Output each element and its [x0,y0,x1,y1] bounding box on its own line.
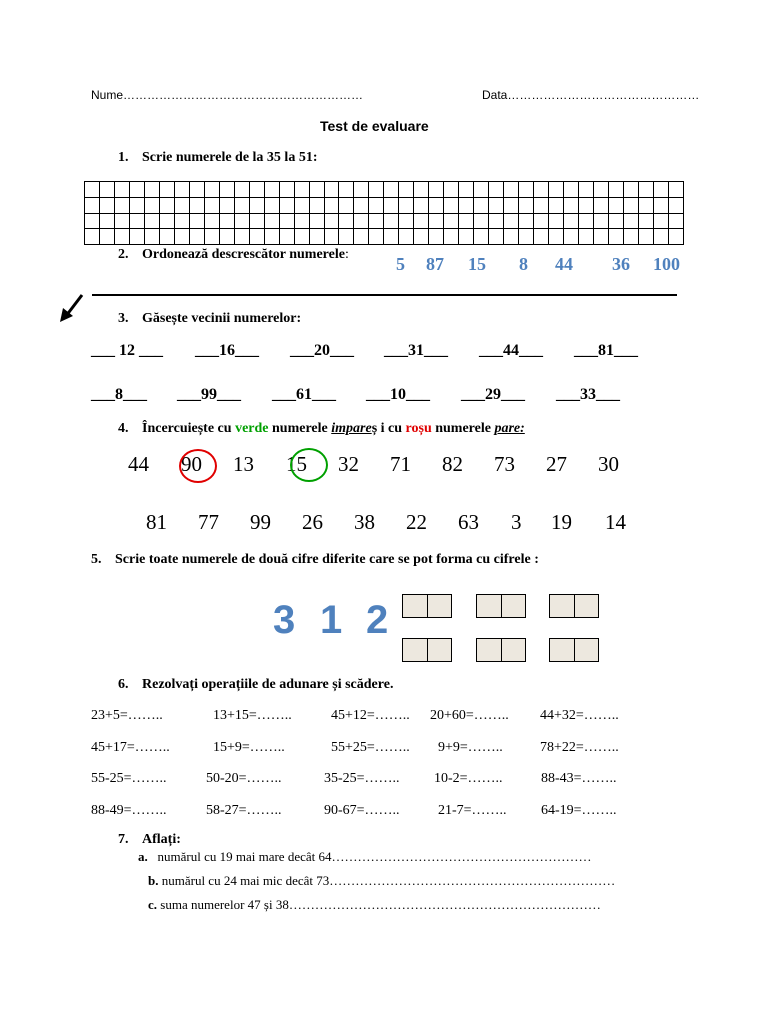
order-number: 8 [519,254,528,274]
grid-cell[interactable] [474,182,489,198]
grid-cell[interactable] [85,197,100,213]
question-number: 2. [118,247,129,262]
grid-cell[interactable] [534,182,549,198]
grid-cell[interactable] [339,182,354,198]
grid-cell[interactable] [608,197,623,213]
question-text: Scrie numerele de la 35 la 51: [142,150,318,165]
grid-cell[interactable] [564,182,579,198]
answer-box[interactable] [476,638,526,662]
grid-cell[interactable] [474,213,489,229]
grid-cell[interactable] [219,213,234,229]
grid-cell[interactable] [174,182,189,198]
grid-cell[interactable] [489,182,504,198]
grid-cell[interactable] [399,182,414,198]
grid-cell[interactable] [414,229,429,245]
grid-cell[interactable] [354,229,369,245]
grid-cell[interactable] [608,229,623,245]
grid-cell[interactable] [564,213,579,229]
grid-cell[interactable] [608,182,623,198]
grid-cell[interactable] [309,182,324,198]
grid-cell[interactable] [534,197,549,213]
grid-cell[interactable] [519,213,534,229]
grid-cell[interactable] [249,213,264,229]
grid-cell[interactable] [504,182,519,198]
operation: 45+17=…….. [91,740,170,755]
question-text: Aflați: [142,832,181,847]
question-4 [118,421,525,437]
task-label: b. [148,873,159,888]
grid-cell[interactable] [414,213,429,229]
number-item: 26 [302,510,323,534]
grid-row [85,197,684,213]
grid-cell[interactable] [174,229,189,245]
emphasis-impare: impare [331,421,372,436]
grid-cell[interactable] [309,229,324,245]
operation: 23+5=…….. [91,708,163,723]
grid-cell[interactable] [623,213,638,229]
number-item: 19 [551,510,572,534]
neighbor-item: ___44___ [479,342,543,359]
grid-cell[interactable] [414,197,429,213]
red-circle-mark [179,449,217,483]
grid-cell[interactable] [414,182,429,198]
neighbor-item: ___31___ [384,342,448,359]
grid-cell[interactable] [249,197,264,213]
question-5 [91,552,539,568]
operation: 35-25=…….. [324,771,400,786]
grid-cell[interactable] [504,229,519,245]
grid-cell[interactable] [638,213,653,229]
grid-cell[interactable] [623,197,638,213]
grid-cell[interactable] [99,182,114,198]
grid-cell[interactable] [309,197,324,213]
grid-row [85,182,684,198]
grid-cell[interactable] [234,213,249,229]
grid-cell[interactable] [204,213,219,229]
neighbor-item: ___61___ [272,386,336,403]
neighbor-item: ___20___ [290,342,354,359]
grid-cell[interactable] [534,229,549,245]
grid-cell[interactable] [159,213,174,229]
arrow-down-left-icon [58,292,86,324]
operation: 15+9=…….. [213,740,285,755]
grid-cell[interactable] [504,213,519,229]
digit: 2 [366,598,389,642]
number-item: 15 [286,452,307,476]
task-item-b [148,873,615,889]
answer-box[interactable] [549,594,599,618]
grid-cell[interactable] [653,229,668,245]
grid-cell[interactable] [159,182,174,198]
grid-cell[interactable] [399,213,414,229]
grid-cell[interactable] [85,213,100,229]
neighbor-item: ___16___ [195,342,259,359]
grid-cell[interactable] [369,213,384,229]
neighbor-item: ___99___ [177,386,241,403]
question-text: numerele [268,421,332,436]
answer-box[interactable] [476,594,526,618]
question-2 [118,247,349,263]
question-6 [118,677,393,693]
task-item-c [148,897,601,913]
grid-cell[interactable] [189,229,204,245]
emphasis-pare: pare: [494,421,525,436]
grid-cell[interactable] [294,229,309,245]
grid-cell[interactable] [549,182,564,198]
grid-cell[interactable] [279,182,294,198]
grid-cell[interactable] [204,197,219,213]
grid-cell[interactable] [668,197,683,213]
number-item: 82 [442,452,463,476]
grid-cell[interactable] [638,197,653,213]
operation: 9+9=…….. [438,740,503,755]
grid-cell[interactable] [189,182,204,198]
grid-cell[interactable] [384,197,399,213]
grid-cell[interactable] [653,213,668,229]
order-number: 5 [396,254,405,274]
grid-cell[interactable] [474,197,489,213]
grid-cell[interactable] [489,229,504,245]
grid-cell[interactable] [219,197,234,213]
number-item: 14 [605,510,626,534]
question-number: 4. [118,421,129,436]
grid-cell[interactable] [623,182,638,198]
grid-row [85,229,684,245]
grid-cell[interactable] [384,182,399,198]
question-number: 7. [118,832,129,847]
task-item-a [138,849,592,865]
grid-cell[interactable] [504,197,519,213]
grid-cell[interactable] [369,229,384,245]
task-label: c. [148,897,158,912]
number-item: 30 [598,452,619,476]
neighbor-item: ___33___ [556,386,620,403]
operation: 78+22=…….. [540,740,619,755]
date-field: Data………………………………………… [482,88,700,102]
grid-cell[interactable] [264,182,279,198]
grid-cell[interactable] [429,213,444,229]
grid-cell[interactable] [384,229,399,245]
neighbor-item: ___29___ [461,386,525,403]
grid-cell[interactable] [668,229,683,245]
grid-cell[interactable] [638,182,653,198]
grid-cell[interactable] [459,197,474,213]
grid-cell[interactable] [309,213,324,229]
number-item: 38 [354,510,375,534]
grid-cell[interactable] [174,197,189,213]
question-text: Găsește vecinii numerelor: [142,311,302,326]
number-item: 99 [250,510,271,534]
grid-cell[interactable] [279,197,294,213]
grid-cell[interactable] [519,182,534,198]
grid-cell[interactable] [653,197,668,213]
number-item: 90 [181,452,202,476]
answer-line [92,294,677,296]
grid-cell[interactable] [99,197,114,213]
grid-cell[interactable] [354,197,369,213]
grid-cell[interactable] [85,229,100,245]
operation: 90-67=…….. [324,803,400,818]
grid-cell[interactable] [114,229,129,245]
grid-cell[interactable] [264,213,279,229]
grid-cell[interactable] [668,182,683,198]
grid-cell[interactable] [623,229,638,245]
number-item: 22 [406,510,427,534]
grid-cell[interactable] [444,229,459,245]
grid-cell[interactable] [459,229,474,245]
task-label: a. [138,849,148,864]
number-item: 77 [198,510,219,534]
grid-cell[interactable] [114,213,129,229]
grid-cell[interactable] [249,229,264,245]
grid-cell[interactable] [489,213,504,229]
grid-cell[interactable] [653,182,668,198]
operation: 88-49=…….. [91,803,167,818]
color-word-green: verde [235,421,269,436]
operation: 55-25=…….. [91,771,167,786]
grid-cell[interactable] [159,197,174,213]
grid-cell[interactable] [204,229,219,245]
grid-cell[interactable] [519,197,534,213]
operation: 45+12=…….. [331,708,410,723]
grid-cell[interactable] [474,229,489,245]
grid-cell[interactable] [444,197,459,213]
order-number: 36 [612,254,630,274]
operation: 13+15=…….. [213,708,292,723]
number-item: 81 [146,510,167,534]
grid-cell[interactable] [189,197,204,213]
grid-cell[interactable] [429,197,444,213]
grid-cell[interactable] [324,213,339,229]
grid-cell[interactable] [324,229,339,245]
grid-cell[interactable] [339,229,354,245]
number-item: 63 [458,510,479,534]
grid-cell[interactable] [593,213,608,229]
grid-cell[interactable] [234,229,249,245]
grid-cell[interactable] [593,182,608,198]
grid-cell[interactable] [159,229,174,245]
number-item: 3 [511,510,522,534]
grid-cell[interactable] [144,182,159,198]
question-number: 1. [118,150,129,165]
grid-cell[interactable] [444,213,459,229]
grid-cell[interactable] [189,213,204,229]
question-number: 5. [91,552,102,567]
number-item: 27 [546,452,567,476]
green-circle-mark [290,448,328,482]
grid-cell[interactable] [578,213,593,229]
grid-cell[interactable] [489,197,504,213]
operation: 10-2=…….. [434,771,503,786]
number-item: 32 [338,452,359,476]
grid-cell[interactable] [279,213,294,229]
task-text: suma numerelor 47 și 38……………………………………………………………… [160,897,601,912]
grid-cell[interactable] [564,197,579,213]
operation: 21-7=…….. [438,803,507,818]
grid-cell[interactable] [578,229,593,245]
grid-cell[interactable] [324,197,339,213]
number-item: 71 [390,452,411,476]
neighbor-item: ___ 12 ___ [91,342,163,359]
grid-cell[interactable] [399,197,414,213]
order-number: 44 [555,254,573,274]
question-1 [118,150,318,166]
neighbor-item: ___81___ [574,342,638,359]
number-item: 44 [128,452,149,476]
question-text: Rezolvați operațiile de adunare și scădere. [142,677,394,692]
operation: 88-43=…….. [541,771,617,786]
operation: 55+25=…….. [331,740,410,755]
grid-cell[interactable] [234,197,249,213]
grid-cell[interactable] [668,213,683,229]
grid-cell[interactable] [399,229,414,245]
grid-cell[interactable] [369,182,384,198]
grid-cell[interactable] [144,229,159,245]
grid-cell[interactable] [249,182,264,198]
question-text: Ordonează descrescător numerele [142,247,345,262]
answer-box[interactable] [402,594,452,618]
question-number: 6. [118,677,129,692]
grid-cell[interactable] [234,182,249,198]
neighbor-item: ___10___ [366,386,430,403]
grid-cell[interactable] [608,213,623,229]
grid-cell[interactable] [369,197,384,213]
grid-cell[interactable] [339,197,354,213]
grid-cell[interactable] [129,229,144,245]
operation: 58-27=…….. [206,803,282,818]
grid-cell[interactable] [384,213,399,229]
question-text: ș i cu [371,421,406,436]
answer-box[interactable] [549,638,599,662]
grid-cell[interactable] [444,182,459,198]
question-7 [118,832,181,848]
name-field: Nume…………………………………………………… [91,88,364,102]
grid-cell[interactable] [593,229,608,245]
grid-cell[interactable] [279,229,294,245]
operation: 64-19=…….. [541,803,617,818]
question-3 [118,311,301,327]
grid-cell[interactable] [294,182,309,198]
grid-cell[interactable] [459,182,474,198]
grid-cell[interactable] [549,213,564,229]
grid-cell[interactable] [549,229,564,245]
grid-cell[interactable] [294,213,309,229]
question-number: 3. [118,311,129,326]
answer-grid [84,181,684,245]
grid-cell[interactable] [519,229,534,245]
answer-box[interactable] [402,638,452,662]
grid-cell[interactable] [578,182,593,198]
question-colon: : [344,247,349,262]
grid-cell[interactable] [85,182,100,198]
grid-cell[interactable] [339,213,354,229]
order-number: 15 [468,254,486,274]
grid-cell[interactable] [638,229,653,245]
order-number: 100 [653,254,680,274]
grid-cell[interactable] [354,213,369,229]
grid-cell[interactable] [129,197,144,213]
question-text: Scrie toate numerele de două cifre diferite care se pot forma cu cifrele : [115,552,539,567]
grid-cell[interactable] [99,229,114,245]
grid-cell[interactable] [264,229,279,245]
grid-cell[interactable] [99,213,114,229]
grid-cell[interactable] [578,197,593,213]
grid-cell[interactable] [204,182,219,198]
order-number: 87 [426,254,444,274]
grid-cell[interactable] [564,229,579,245]
grid-cell[interactable] [593,197,608,213]
digit: 1 [320,598,343,642]
task-text: numărul cu 19 mai mare decât 64…………………………………………………… [157,849,592,864]
grid-cell[interactable] [324,182,339,198]
grid-row [85,213,684,229]
operation: 50-20=…….. [206,771,282,786]
grid-cell[interactable] [219,182,234,198]
neighbor-item: ___8___ [91,386,147,403]
operation: 44+32=…….. [540,708,619,723]
grid-cell[interactable] [549,197,564,213]
color-word-red: roșu [405,421,432,436]
grid-cell[interactable] [534,213,549,229]
grid-cell[interactable] [114,197,129,213]
grid-cell[interactable] [354,182,369,198]
grid-cell[interactable] [144,213,159,229]
operation: 20+60=…….. [430,708,509,723]
grid-cell[interactable] [144,197,159,213]
page-title: Test de evaluare [320,118,429,134]
grid-cell[interactable] [294,197,309,213]
grid-cell[interactable] [174,213,189,229]
question-text: Încercuiește cu [142,421,236,436]
number-item: 73 [494,452,515,476]
grid-cell[interactable] [264,197,279,213]
number-item: 13 [233,452,254,476]
grid-cell[interactable] [114,182,129,198]
grid-cell[interactable] [429,182,444,198]
grid-cell[interactable] [429,229,444,245]
question-text: numerele [431,421,495,436]
grid-cell[interactable] [219,229,234,245]
digit: 3 [273,598,296,642]
grid-cell[interactable] [129,213,144,229]
grid-cell[interactable] [459,213,474,229]
grid-cell[interactable] [129,182,144,198]
task-text: numărul cu 24 mai mic decât 73………………………………………………………… [161,873,616,888]
